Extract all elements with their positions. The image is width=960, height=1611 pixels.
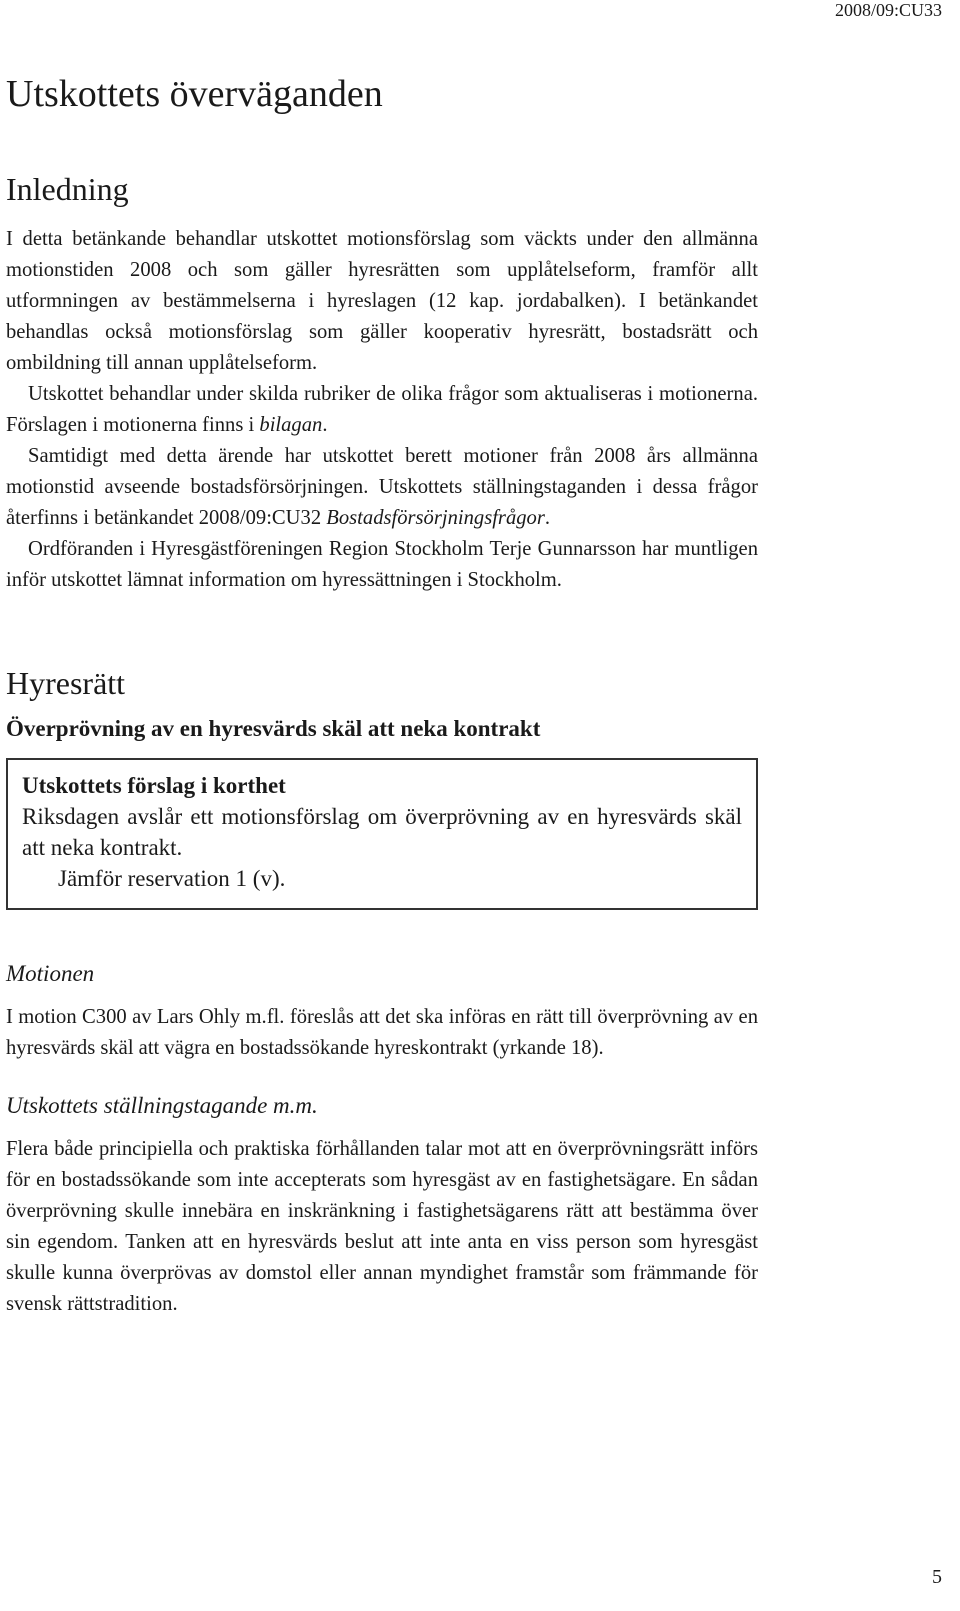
- paragraph-end: .: [322, 413, 328, 436]
- stallningstagande-heading: Utskottets ställningstagande m.m.: [6, 1092, 318, 1118]
- paragraph-motionen: I motion C300 av Lars Ohly m.fl. föreslås att det ska införas en rätt till överprövning av en hyresvärds skäl att vägra en bostadssökande hyreskontrakt (yrkande 18).: [6, 1005, 758, 1059]
- page-title: Utskottets överväganden: [6, 73, 383, 115]
- page-number: 5: [932, 1566, 942, 1588]
- page-content: [6, 60, 758, 1320]
- summary-box-text: Riksdagen avslår ett motionsförslag om överprövning av en hyresvärds skäl att neka kontrakt.: [22, 804, 742, 861]
- paragraph-stallningstagande: Flera både principiella och praktiska förhållanden talar mot att en överprövningsrätt införs för en bostadssökande som inte accepterats som hyresgäst av en fastighetsägare. En sådan överprövning skulle innebära en inskränkning i fastighetsägarens rätt att bestämma över sin egendom. Tanken att en hyresvärds beslut att inte anta en viss person som hyresgäst skulle kunna överprövas av domstol eller annan myndighet framstår som främmande för svensk rättstradition.: [6, 1137, 758, 1315]
- section-heading-hyresratt: Hyresrätt: [6, 664, 126, 701]
- paragraph-ordforanden: Ordföranden i Hyresgästföreningen Region Stockholm Terje Gunnarsson har muntligen inför utskottet lämnat information om hyressättningen i Stockholm.: [6, 537, 758, 591]
- summary-box-reservation: Jämför reservation 1 (v).: [58, 866, 286, 892]
- subsection-heading: Överprövning av en hyresvärds skäl att neka kontrakt: [6, 716, 541, 742]
- paragraph-italic: Bostadsförsörjningsfrågor: [326, 506, 545, 529]
- document-id: 2008/09:CU33: [834, 0, 942, 20]
- summary-box-title: Utskottets förslag i korthet: [22, 773, 286, 799]
- paragraph-italic: bilagan: [259, 413, 323, 436]
- paragraph-rubriker: [6, 379, 758, 441]
- paragraph-text: Samtidigt med detta ärende har utskottet berett motioner från 2008 års allmänna motionstid avseende bostadsförsörjningen. Utskottets ställningstaganden i dessa frågor återfinns i betänkandet 2008/09:CU32: [6, 444, 758, 529]
- summary-box: [6, 758, 758, 910]
- paragraph-intro: I detta betänkande behandlar utskottet motionsförslag som väckts under den allmänna motionstiden 2008 och som gäller hyresrätten som upplåtelseform, framför allt utformningen av bestämmelserna i hyreslagen (12 kap. jordabalken). I betänkandet behandlas också motionsförslag som gäller kooperativ hyresrätt, bostadsrätt och ombildning till annan upplåtelseform.: [6, 227, 758, 374]
- section-heading-inledning: Inledning: [6, 170, 129, 207]
- paragraph-text: Utskottet behandlar under skilda rubriker de olika frågor som aktualiseras i motionerna. Förslagen i motionerna finns i: [6, 382, 758, 436]
- paragraph-samtidigt: [6, 441, 758, 534]
- paragraph-end: .: [544, 506, 551, 529]
- motionen-heading: Motionen: [6, 961, 95, 987]
